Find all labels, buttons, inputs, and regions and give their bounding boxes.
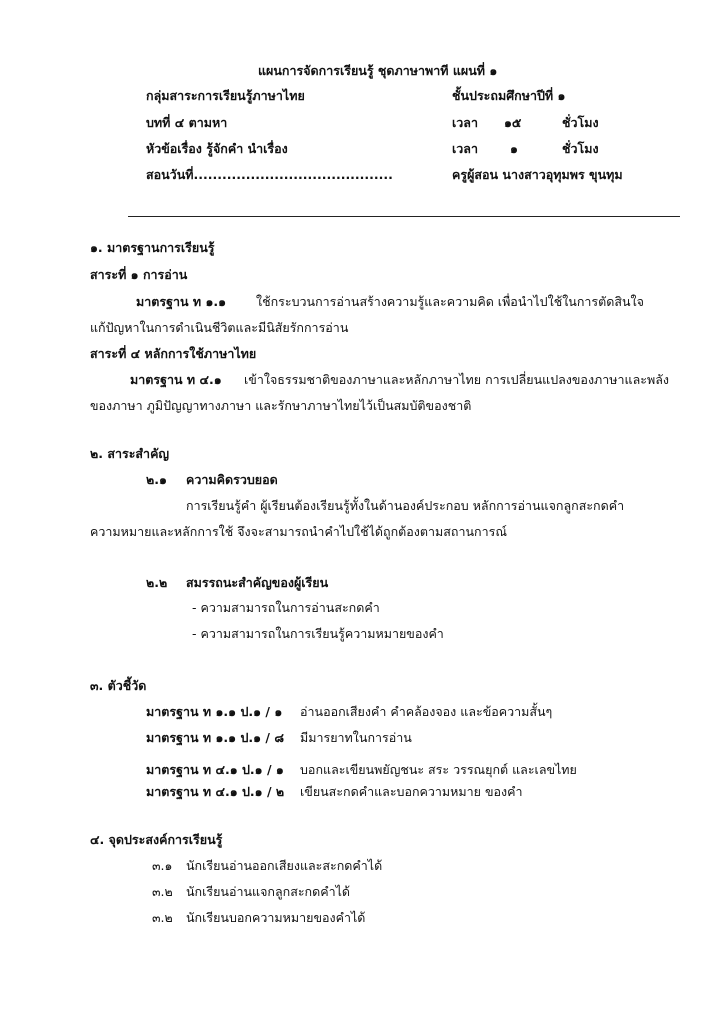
subsection-title: สมรรถนะสำคัญของผู้เรียน [186, 575, 329, 590]
teaching-date: สอนวันที่.......................................... [146, 167, 393, 182]
subsection-number: ๒.๒ [146, 575, 168, 590]
competency-item: - ความสามารถในการอ่านสะกดคำ [192, 600, 380, 615]
objective-text: นักเรียนอ่านออกเสียงและสะกดคำได้ [186, 858, 383, 873]
objective-number: ๓.๑ [152, 858, 173, 873]
teacher-name: ครูผู้สอน นางสาวอุทุมพร ขุนทุม [452, 167, 623, 182]
competency-item: - ความสามารถในการเรียนรู้ความหมายของคำ [192, 626, 444, 641]
time-unit: ชั่วโมง [562, 141, 599, 156]
standard-text: ของภาษา ภูมิปัญญาทางภาษา และรักษาภาษาไทยไว้เป็นสมบัติของชาติ [90, 398, 472, 413]
subsection-number: ๒.๑ [146, 472, 167, 487]
section1-heading: ๑. มาตรฐานการเรียนรู้ [90, 240, 215, 255]
subsection-title: ความคิดรวบยอด [186, 472, 278, 487]
time-label: เวลา [452, 115, 478, 130]
time-label: เวลา [452, 141, 478, 156]
time-value: ๑๕ [504, 115, 522, 130]
grade-level: ชั้นประถมศึกษาปีที่ ๑ [452, 88, 566, 103]
standard-label: มาตรฐาน ท ๑.๑ [136, 294, 227, 309]
strand1-title: สาระที่ ๑ การอ่าน [90, 267, 188, 282]
indicator-label: มาตรฐาน ท ๔.๑ ป.๑ / ๒ [146, 784, 285, 799]
standard-text: แก้ปัญหาในการดำเนินชีวิตและมีนิสัยรักการอ่าน [90, 320, 349, 335]
section4-heading: ๔. จุดประสงค์การเรียนรู้ [90, 832, 223, 847]
indicator-text: บอกและเขียนพยัญชนะ สระ วรรณยุกต์ และเลขไทย [300, 762, 577, 777]
objective-number: ๓.๒ [152, 910, 173, 925]
strand4-title: สาระที่ ๔ หลักการใช้ภาษาไทย [90, 346, 257, 361]
indicator-text: มีมารยาทในการอ่าน [300, 730, 412, 745]
objective-text: นักเรียนบอกความหมายของคำได้ [186, 910, 366, 925]
objective-number: ๓.๒ [152, 884, 173, 899]
concept-text: ความหมายและหลักการใช้ จึงจะสามารถนำคำไปใช้ได้ถูกต้องตามสถานการณ์ [90, 524, 507, 539]
section2-heading: ๒. สาระสำคัญ [90, 446, 170, 461]
subject-group: กลุ่มสาระการเรียนรู้ภาษาไทย [146, 88, 305, 103]
standard-text: ใช้กระบวนการอ่านสร้างความรู้และความคิด เพื่อนำไปใช้ในการตัดสินใจ [256, 294, 644, 309]
section3-heading: ๓. ตัวชี้วัด [90, 678, 147, 693]
document-title: แผนการจัดการเรียนรู้ ชุดภาษาพาที แผนที่ ๑ [258, 63, 498, 78]
concept-text: การเรียนรู้คำ ผู้เรียนต้องเรียนรู้ทั้งในด้านองค์ประกอบ หลักการอ่านแจกลูกสะกดคำ [186, 498, 625, 513]
indicator-label: มาตรฐาน ท ๑.๑ ป.๑ / ๘ [146, 730, 284, 745]
indicator-label: มาตรฐาน ท ๔.๑ ป.๑ / ๑ [146, 762, 284, 777]
standard-label: มาตรฐาน ท ๔.๑ [130, 372, 222, 387]
indicator-text: อ่านออกเสียงคำ คำคล้องจอง และข้อความสั้นๆ [300, 704, 553, 719]
objective-text: นักเรียนอ่านแจกลูกสะกดคำได้ [186, 884, 351, 899]
time-unit: ชั่วโมง [562, 115, 599, 130]
indicator-text: เขียนสะกดคำและบอกความหมาย ของคำ [300, 784, 523, 799]
header-divider [128, 216, 680, 217]
indicator-label: มาตรฐาน ท ๑.๑ ป.๑ / ๑ [146, 704, 283, 719]
time-value: ๑ [510, 141, 518, 156]
lesson-title: บทที่ ๔ ตามหา [146, 115, 228, 130]
standard-text: เข้าใจธรรมชาติของภาษาและหลักภาษาไทย การเปลี่ยนแปลงของภาษาและพลัง [244, 372, 669, 387]
topic-title: หัวข้อเรื่อง รู้จักคำ นำเรื่อง [146, 141, 288, 156]
